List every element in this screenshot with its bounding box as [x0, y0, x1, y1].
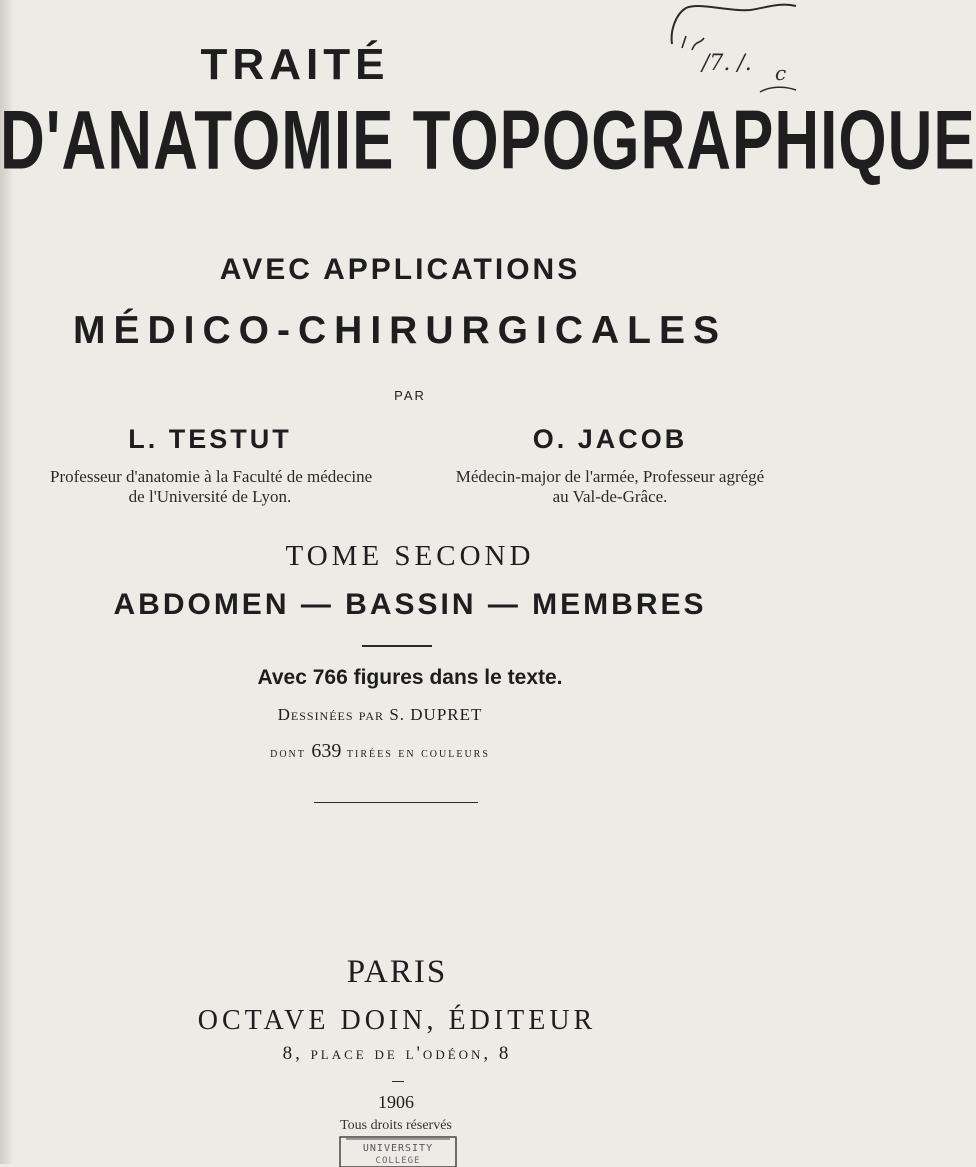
divider — [314, 802, 478, 803]
address-street: place de l'odéon, — [310, 1043, 492, 1064]
svg-text:UNIVERSITY: UNIVERSITY — [362, 1143, 434, 1154]
volume-label: TOME SECOND — [285, 540, 535, 572]
subtitle-line-2: MÉDICO-CHIRURGICALES — [73, 309, 727, 352]
colored-suffix: tirées en couleurs — [346, 746, 490, 761]
colored-count: 639 — [311, 740, 342, 762]
by-label: PAR — [394, 388, 426, 403]
author-jacob — [440, 424, 780, 507]
library-stamp — [338, 1135, 458, 1167]
publisher-address — [0, 1043, 794, 1065]
svg-text:c: c — [775, 61, 787, 85]
author-name: O. JACOB — [532, 424, 688, 454]
illustrator-name: S. DUPRET — [389, 705, 483, 724]
volume-parts: ABDOMEN — BASSIN — MEMBRES — [113, 588, 707, 621]
colored-prefix: dont — [270, 746, 306, 761]
illustrator-line — [0, 705, 760, 725]
colored-figures-line — [0, 740, 760, 763]
handwritten-annotation — [600, 0, 800, 92]
author-affiliation-line-1: Médecin-major de l'armée, Professeur agrégé — [455, 467, 765, 486]
author-name: L. TESTUT — [128, 424, 292, 454]
pretitle: TRAITÉ — [200, 40, 390, 89]
rights-notice: Tous droits réservés — [340, 1118, 452, 1133]
author-testut — [50, 424, 373, 507]
svg-text:COLLEGE: COLLEGE — [375, 1156, 421, 1166]
address-number: 8, — [282, 1043, 303, 1064]
author-affiliation-line-2: au Val-de-Grâce. — [552, 487, 668, 506]
svg-text:/7. /.: /7. /. — [702, 51, 752, 76]
figures-note: Avec 766 figures dans le texte. — [257, 666, 563, 689]
publication-year: 1906 — [378, 1092, 414, 1112]
author-affiliation-line-2: de l'Université de Lyon. — [128, 487, 292, 506]
illustrator-prefix: Dessinées par — [277, 705, 385, 724]
author-affiliation-line-1: Professeur d'anatomie à la Faculté de médecine — [50, 467, 373, 486]
book-title: D'ANATOMIE TOPOGRAPHIQUE — [0, 94, 976, 188]
divider — [362, 645, 432, 647]
publisher-city: PARIS — [346, 954, 448, 990]
divider — [392, 1081, 404, 1082]
address-number-2: 8 — [498, 1043, 512, 1064]
publisher-name: OCTAVE DOIN, ÉDITEUR — [197, 1005, 597, 1036]
subtitle-line-1: AVEC APPLICATIONS — [219, 253, 581, 286]
